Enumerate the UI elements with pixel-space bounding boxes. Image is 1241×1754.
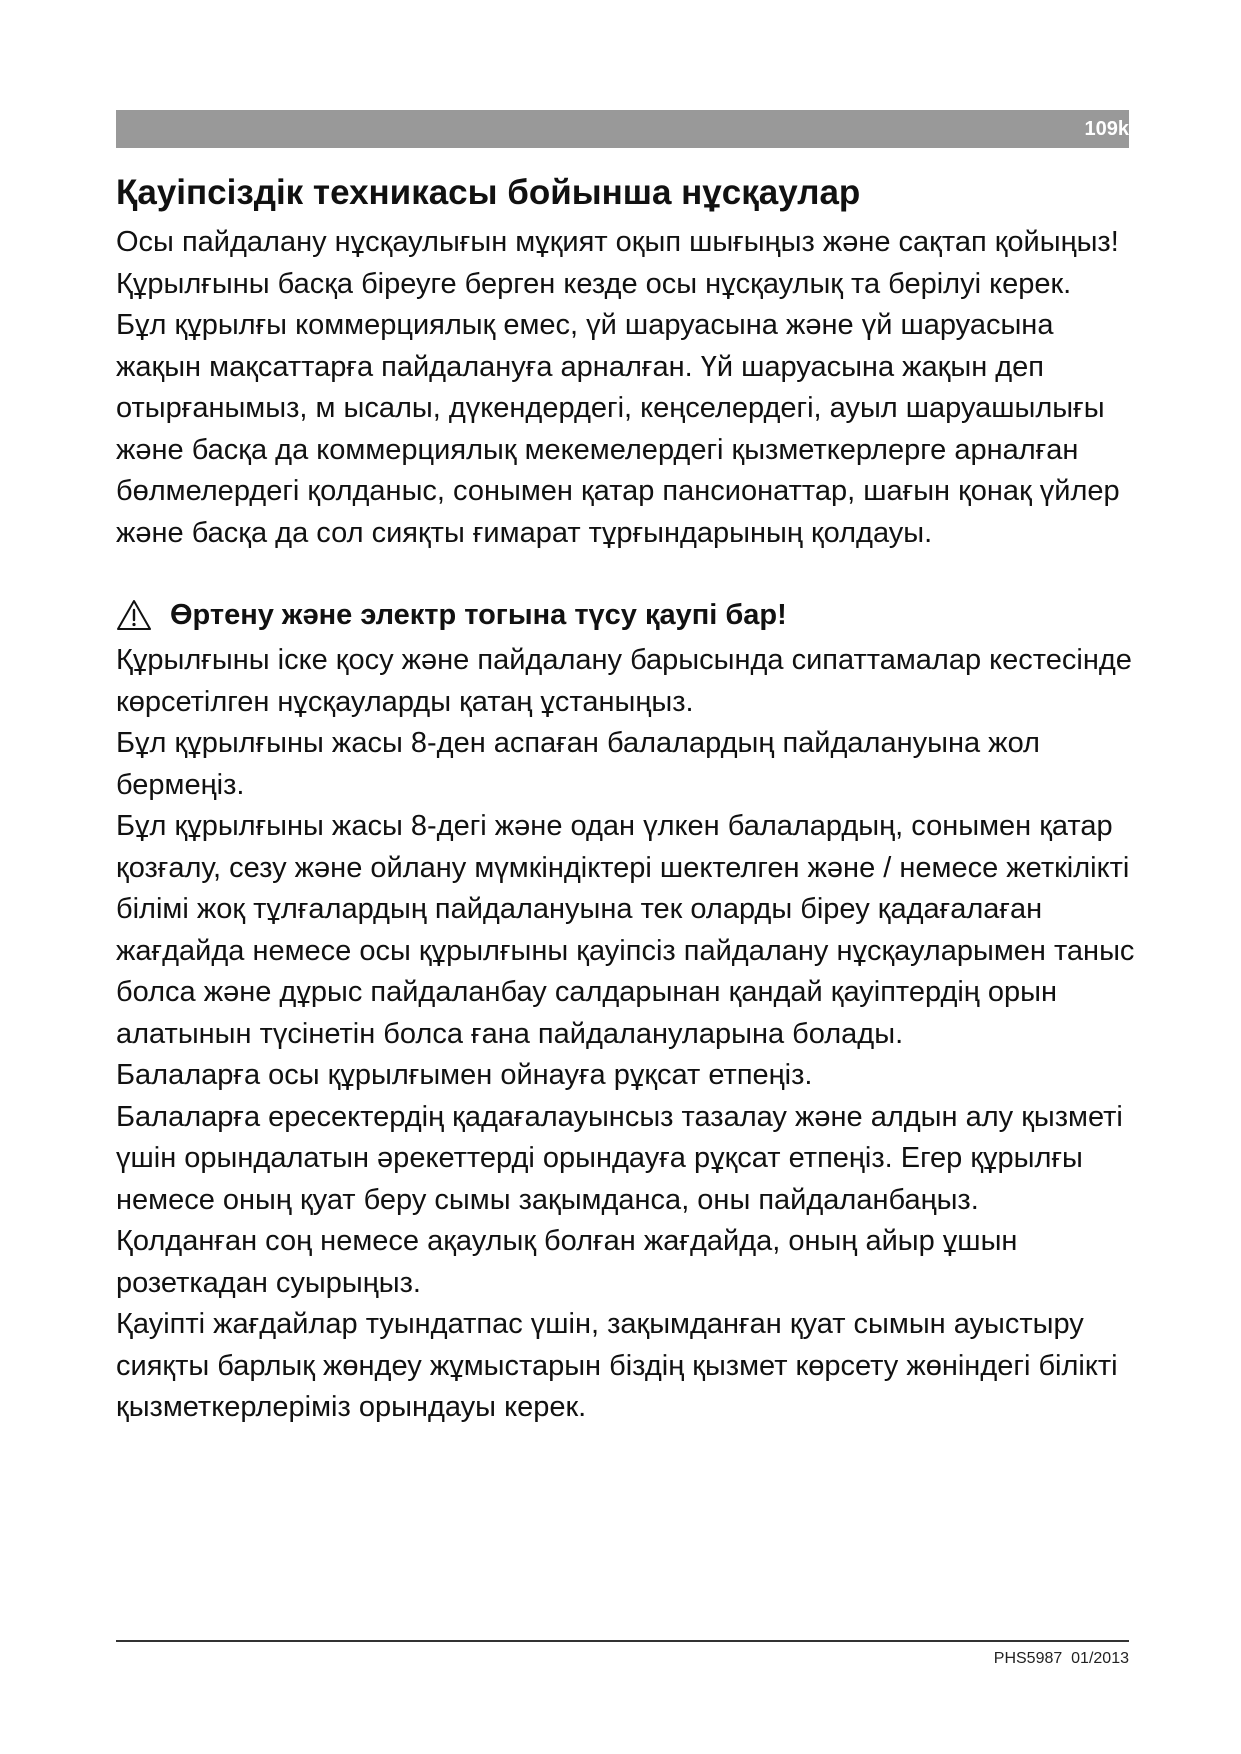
warning-paragraph: Қолданған соң немесе ақаулық болған жағдайда, оның айыр ұшын розеткадан суырыңыз. [116, 1225, 1018, 1299]
header-bar [116, 110, 1129, 148]
warning-paragraph: Балаларға ересектердің қадағалауынсыз тазалау және алдын алу қызметі үшін орындалатын әрекеттерді орындауға рұқсат етпеңіз. Егер құрылғы немесе оның қуат беру сымы зақымданса, оны пайдаланбаңыз. [116, 1100, 1123, 1216]
footer-divider [116, 1640, 1129, 1642]
warning-paragraph: Бұл құрылғыны жасы 8-дегі және одан үлкен балалардың, сонымен қатар қозғалу, сезу және ойлану мүмкіндіктері шектелген және / немесе жеткілікті білімі жоқ тұлғалардың пайдалануына тек оларды біреу қадағалаған жағдайда немесе осы құрылғыны қауіпсіз пайдалану нұсқауларымен таныс болса және дұрыс пайдаланбау салдарынан қандай қауіптердің орын алатынын түсінетін болса ғана пайдалануларына болады. [116, 810, 1135, 1050]
warning-triangle-icon [116, 599, 152, 631]
intro-paragraph: Бұл құрылғы коммерциялық емес, үй шаруасына және үй шаруасына жақын мақсаттарға пайдалануға арналған. Үй шаруасына жақын деп отырғанымыз, м ысалы, дүкендердегі, кеңселердегі, ауыл шаруашылығы және басқа да коммерциялық мекемелердегі қызметкерлерге арналған бөлмелердегі қолданыс, сонымен қатар пансионаттар, шағын қонақ үйлер және басқа да сол сияқты ғимарат тұрғындарының қолдауы. [116, 309, 1120, 549]
edition-date: 01/2013 [1071, 1650, 1129, 1667]
intro-paragraph: Осы пайдалану нұсқаулығын мұқият оқып шығыңыз және сақтап қойыңыз! Құрылғыны басқа біреуге берген кезде осы нұсқаулық та берілуі керек. [116, 226, 1119, 300]
document-body [116, 170, 1146, 1429]
model-number: PHS5987 [993, 1650, 1063, 1667]
footer-code [994, 1650, 1129, 1668]
warning-paragraph: Қауіпті жағдайлар туындатпас үшін, зақымданған қуат сымын ауыстыру сияқты барлық жөндеу жұмыстарын біздің қызмет көрсету жөніндегі білікті қызметкерлеріміз орындауы керек. [116, 1308, 1118, 1423]
warning-heading-row [116, 594, 1146, 636]
warning-paragraph: Балаларға осы құрылғымен ойнауға рұқсат етпеңіз. [116, 1059, 813, 1091]
warning-paragraph: Бұл құрылғыны жасы 8-ден аспаған балалардың пайдалануына жол бермеңіз. [116, 727, 1040, 801]
warning-heading: Өртену және электр тогына түсу қаупі бар! [170, 599, 787, 631]
warning-paragraph: Құрылғыны іске қосу және пайдалану барысында сипаттамалар кестесінде көрсетілген нұсқауларды қатаң ұстаныңыз. [116, 644, 1132, 718]
page-number: 109k [1084, 118, 1129, 140]
page-title: Қауіпсіздік техникасы бойынша нұсқаулар [116, 173, 861, 212]
